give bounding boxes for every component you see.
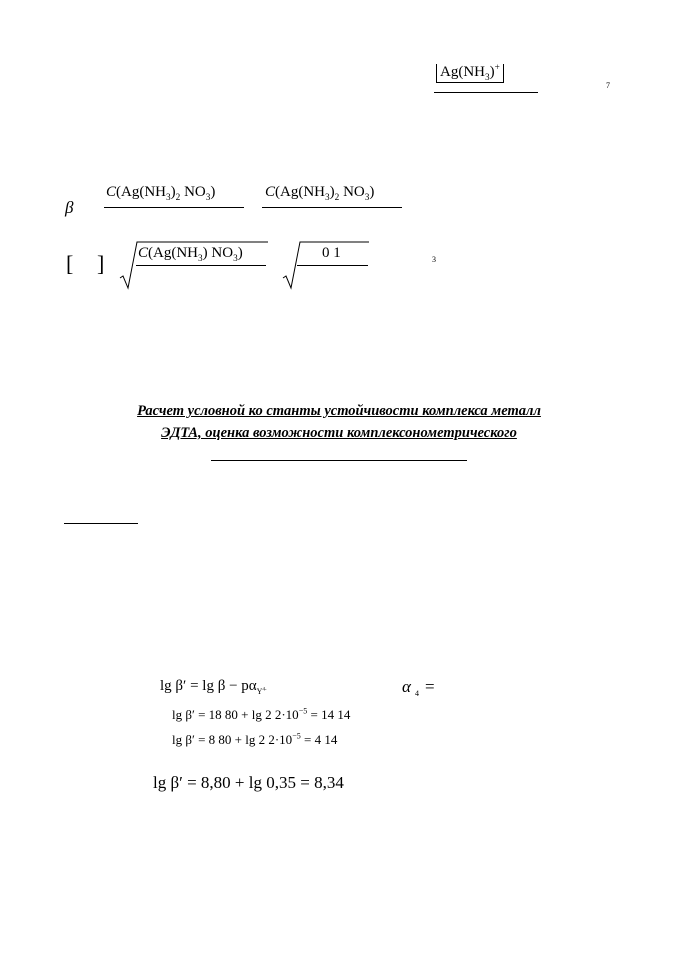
section-heading-line-1: Расчет условной ко станты устойчивости комплекса металл [137,403,541,419]
beta-fraction-2: $C(Ag(NH_3)_2$ $NO_3$) [265,184,375,203]
floor-bracket: $Ag(NH_3)^+$ [436,64,504,83]
sqrt-fraction-line-2 [297,265,368,266]
heading-underline [211,460,467,461]
sqrt-fraction-line-1 [136,265,266,266]
sqrt-radicand-2: 0 1 [322,245,341,261]
equation-3: lg β′ = 8 80 + lg 2 $2\cdot 10^{-5} = 4$ 14 [172,731,338,747]
equation-1: $\lg \beta' = \lg \beta - p\alpha_{Y^{4-}}$ [160,678,267,696]
ag-symbol: Ag [440,64,459,80]
equation-2: lg β′ = 18 80 + lg 2 $2\cdot 10^{-5} = 14$ 14 [172,706,351,722]
bracket-open: [ [66,251,74,276]
beta-symbol: β [65,198,74,217]
side-number-7: 7 [606,81,610,90]
nh-subscript: 3 [485,73,490,83]
section-heading-line-2: ЭДТА, оценка возможности комплексонометрического [161,425,517,441]
charge-superscript: + [494,63,500,73]
sqrt-radicand-1: $C(Ag(NH_3)$ $NO_3$) [138,245,243,264]
complex-ion-expression [436,64,504,81]
fraction-line-2 [262,207,402,208]
nh-symbol: NH [463,64,486,80]
fraction-line-1 [104,207,244,208]
beta-fraction-1: $C(Ag(NH_3)_2$ $NO_3$) [106,184,216,203]
fraction-line-top [434,92,538,93]
equation-4: lg β′ = 8,80 + lg 0,35 = 8,34 [153,773,344,792]
side-number-3: 3 [432,255,436,264]
short-rule [64,523,138,524]
bracket-close: ] [97,251,105,276]
alpha-expression: α $_4$ = [402,677,435,699]
